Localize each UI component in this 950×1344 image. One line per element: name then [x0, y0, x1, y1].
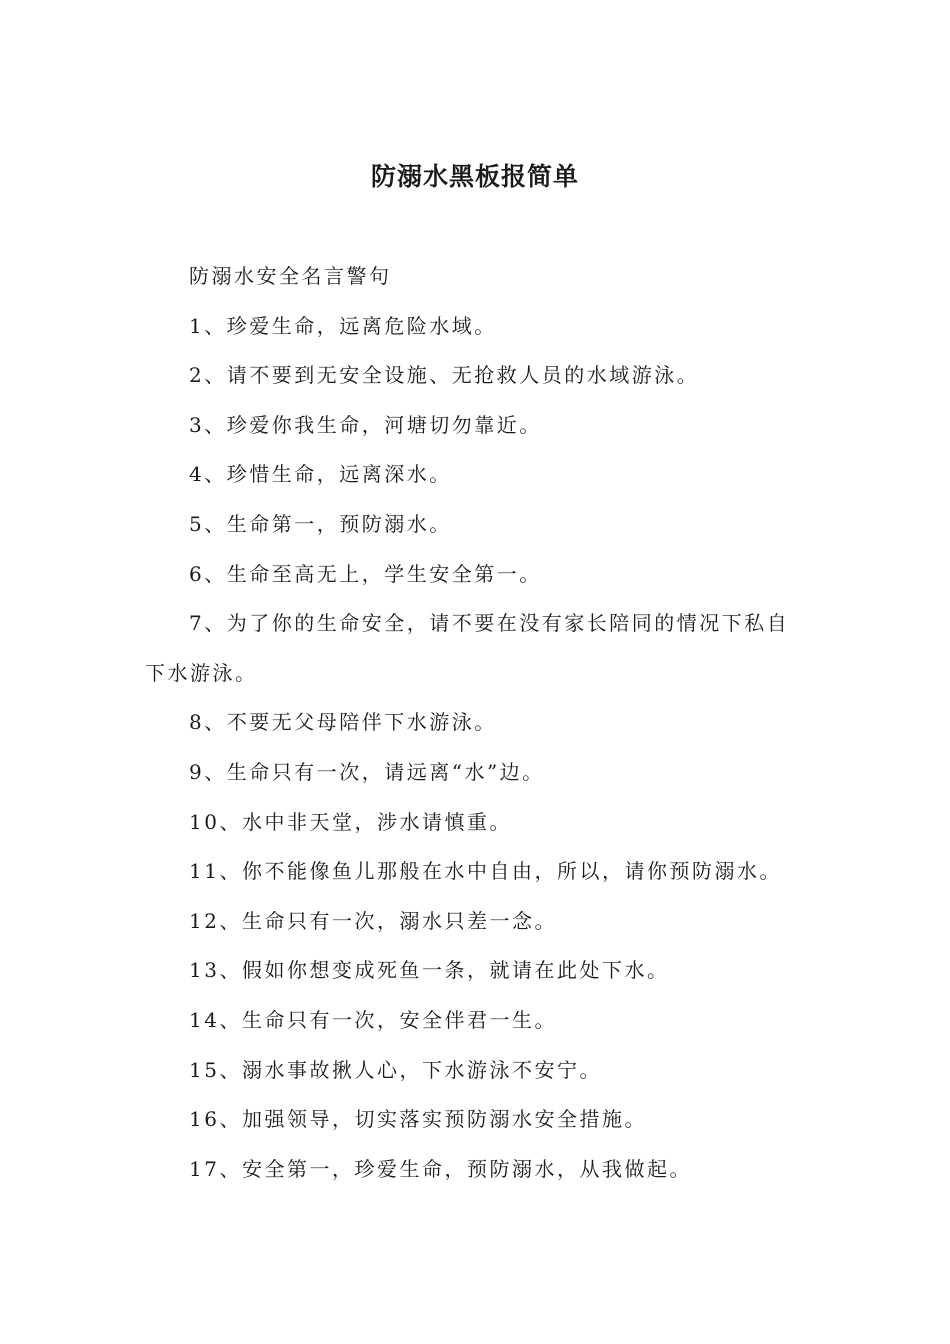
list-item: 16、加强领导，切实落实预防溺水安全措施。: [189, 1107, 647, 1132]
document-body: [145, 252, 810, 1194]
list-item: 13、假如你想变成死鱼一条，就请在此处下水。: [189, 958, 670, 983]
list-item: 14、生命只有一次，安全伴君一生。: [189, 1007, 557, 1032]
list-item: 8、不要无父母陪伴下水游泳。: [189, 710, 497, 735]
list-item: 10、水中非天堂，涉水请慎重。: [189, 809, 512, 834]
document-title: 防溺水黑板报简单: [370, 162, 579, 191]
list-item: 2、请不要到无安全设施、无抢救人员的水域游泳。: [189, 363, 700, 388]
list-item: 9、生命只有一次，请远离“水”边。: [189, 759, 545, 784]
list-item: 15、溺水事故揪人心，下水游泳不安宁。: [189, 1057, 602, 1082]
list-item: 11、你不能像鱼儿那般在水中自由，所以，请你预防溺水。: [189, 859, 782, 884]
list-item: 7、为了你的生命安全，请不要在没有家长陪同的情况下私自下水游泳。: [145, 611, 790, 685]
list-item: 5、生命第一，预防溺水。: [189, 511, 452, 536]
section-heading: 防溺水安全名言警句: [189, 264, 392, 288]
list-item: 4、珍惜生命，远离深水。: [189, 462, 452, 487]
list-item: 17、安全第一，珍爱生命，预防溺水，从我做起。: [189, 1156, 692, 1181]
list-item: 3、珍爱你我生命，河塘切勿靠近。: [189, 412, 542, 437]
list-item: 12、生命只有一次，溺水只差一念。: [189, 908, 557, 933]
list-item: 1、珍爱生命，远离危险水域。: [189, 313, 497, 338]
list-item: 6、生命至高无上，学生安全第一。: [189, 561, 542, 586]
